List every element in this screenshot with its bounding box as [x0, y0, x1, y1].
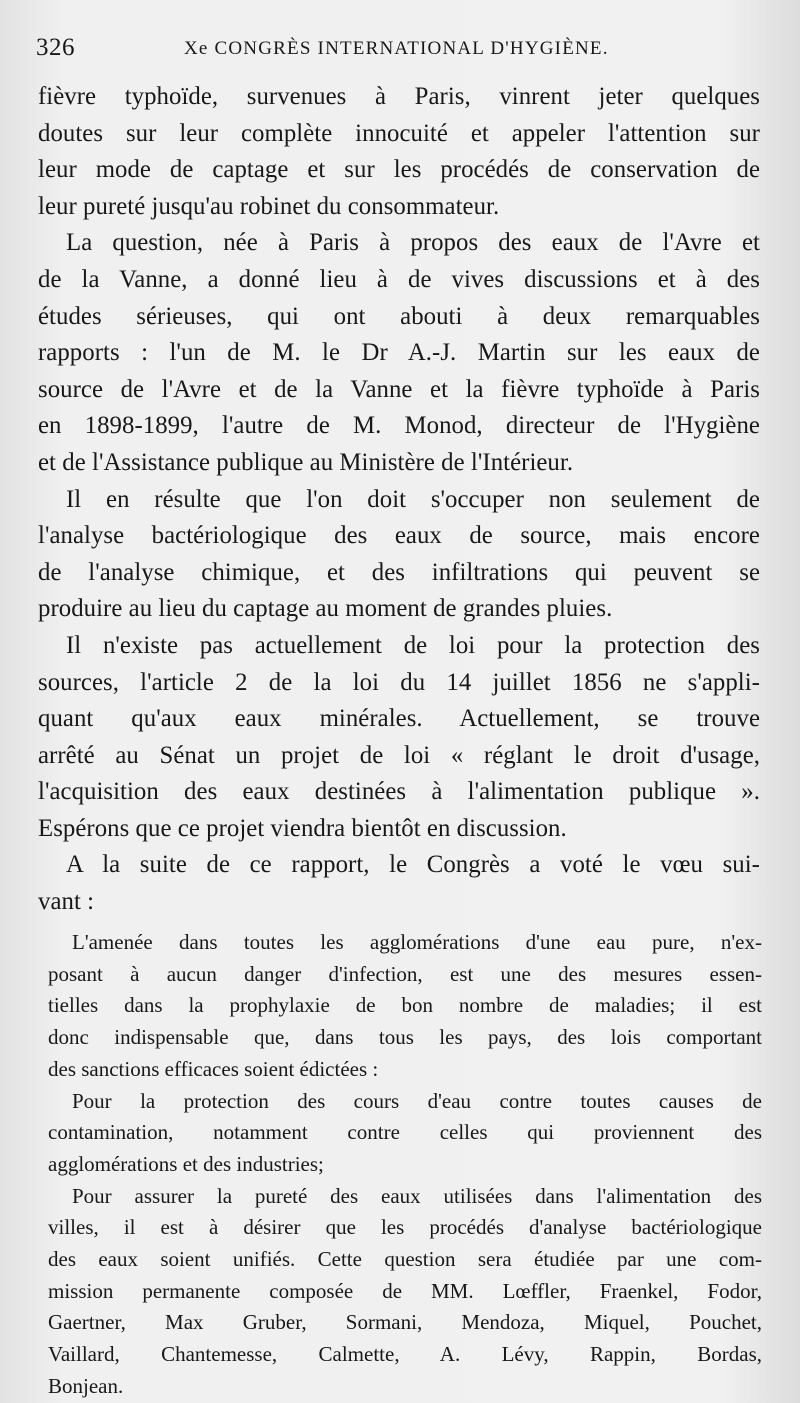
resolution-line: agglomérations et des industries; [48, 1151, 324, 1176]
resolution-line: Gaertner, Max Gruber, Sormani, Mendoza, Miquel, Pouchet, [48, 1310, 762, 1335]
text-line: doutes sur leur complète innocuité et appeler l'attention sur [38, 119, 760, 147]
text-line: Il en résulte que l'on doit s'occuper non seulement de [66, 485, 760, 513]
resolution-text [48, 927, 762, 1403]
resolution-line: des sanctions efficaces soient édictées : [48, 1056, 379, 1081]
text-line: arrêté au Sénat un projet de loi « réglant le droit d'usage, [38, 741, 760, 769]
text-line: en 1898-1899, l'autre de M. Monod, directeur de l'Hygiène [38, 412, 760, 440]
text-line: sources, l'article 2 de la loi du 14 juillet 1856 ne s'appli- [38, 668, 760, 696]
text-line: produire au lieu du captage au moment de grandes pluies. [38, 595, 613, 623]
text-line: La question, née à Paris à propos des eaux de l'Avre et [66, 229, 760, 257]
text-line: de l'analyse chimique, et des infiltrations qui peuvent se [38, 558, 760, 586]
text-line: fièvre typhoïde, survenues à Paris, vinrent jeter quelques [38, 83, 760, 110]
text-line: leur pureté jusqu'au robinet du consommateur. [38, 192, 500, 220]
text-line: vant : [38, 888, 95, 916]
text-line: Il n'existe pas actuellement de loi pour la protection des [66, 631, 760, 659]
resolution-line: posant à aucun danger d'infection, est une des mesures essen- [48, 961, 762, 986]
resolution-line: contamination, notamment contre celles qui proviennent des [48, 1120, 762, 1145]
resolution-line: Bonjean. [48, 1373, 124, 1398]
page-number: 326 [36, 34, 75, 61]
text-line: l'acquisition des eaux destinées à l'alimentation publique ». [38, 778, 760, 806]
text-line: et de l'Assistance publique au Ministère de l'Intérieur. [38, 448, 574, 476]
resolution-line: L'amenée dans toutes les agglomérations d'une eau pure, n'ex- [72, 930, 762, 954]
resolution-line: donc indispensable que, dans tous les pays, des lois comportant [48, 1025, 762, 1050]
resolution-line: Vaillard, Chantemesse, Calmette, A. Lévy, Rappin, Bordas, [48, 1342, 762, 1367]
resolution-line: tielles dans la prophylaxie de bon nombre de maladies; il est [48, 993, 762, 1018]
resolution-line: villes, il est à désirer que les procédés d'analyse bactériologique [48, 1215, 762, 1240]
text-line: l'analyse bactériologique des eaux de source, mais encore [38, 522, 760, 550]
text-line: quant qu'aux eaux minérales. Actuellement, se trouve [38, 705, 760, 733]
text-line: Espérons que ce projet viendra bientôt en discussion. [38, 814, 567, 842]
text-line: de la Vanne, a donné lieu à de vives discussions et à des [38, 265, 760, 293]
text-line: source de l'Avre et de la Vanne et la fièvre typhoïde à Paris [38, 375, 760, 403]
text-line: rapports : l'un de M. le Dr A.-J. Martin sur les eaux de [38, 339, 760, 367]
resolution-line: mission permanente composée de MM. Lœffler, Fraenkel, Fodor, [48, 1278, 762, 1303]
running-title: Xe CONGRÈS INTERNATIONAL D'HYGIÈNE. [184, 38, 609, 59]
text-line: leur mode de captage et sur les procédés de conservation de [38, 156, 760, 184]
resolution-line: Pour la protection des cours d'eau contre toutes causes de [72, 1088, 762, 1113]
text-line: A la suite de ce rapport, le Congrès a voté le vœu sui- [66, 851, 760, 879]
resolution-line: Pour assurer la pureté des eaux utilisées dans l'alimentation des [72, 1183, 762, 1208]
body-text [38, 79, 760, 921]
resolution-line: des eaux soient unifiés. Cette question sera étudiée par une com- [48, 1247, 762, 1272]
running-head [36, 34, 760, 74]
text-line: études sérieuses, qui ont abouti à deux remarquables [38, 302, 760, 330]
